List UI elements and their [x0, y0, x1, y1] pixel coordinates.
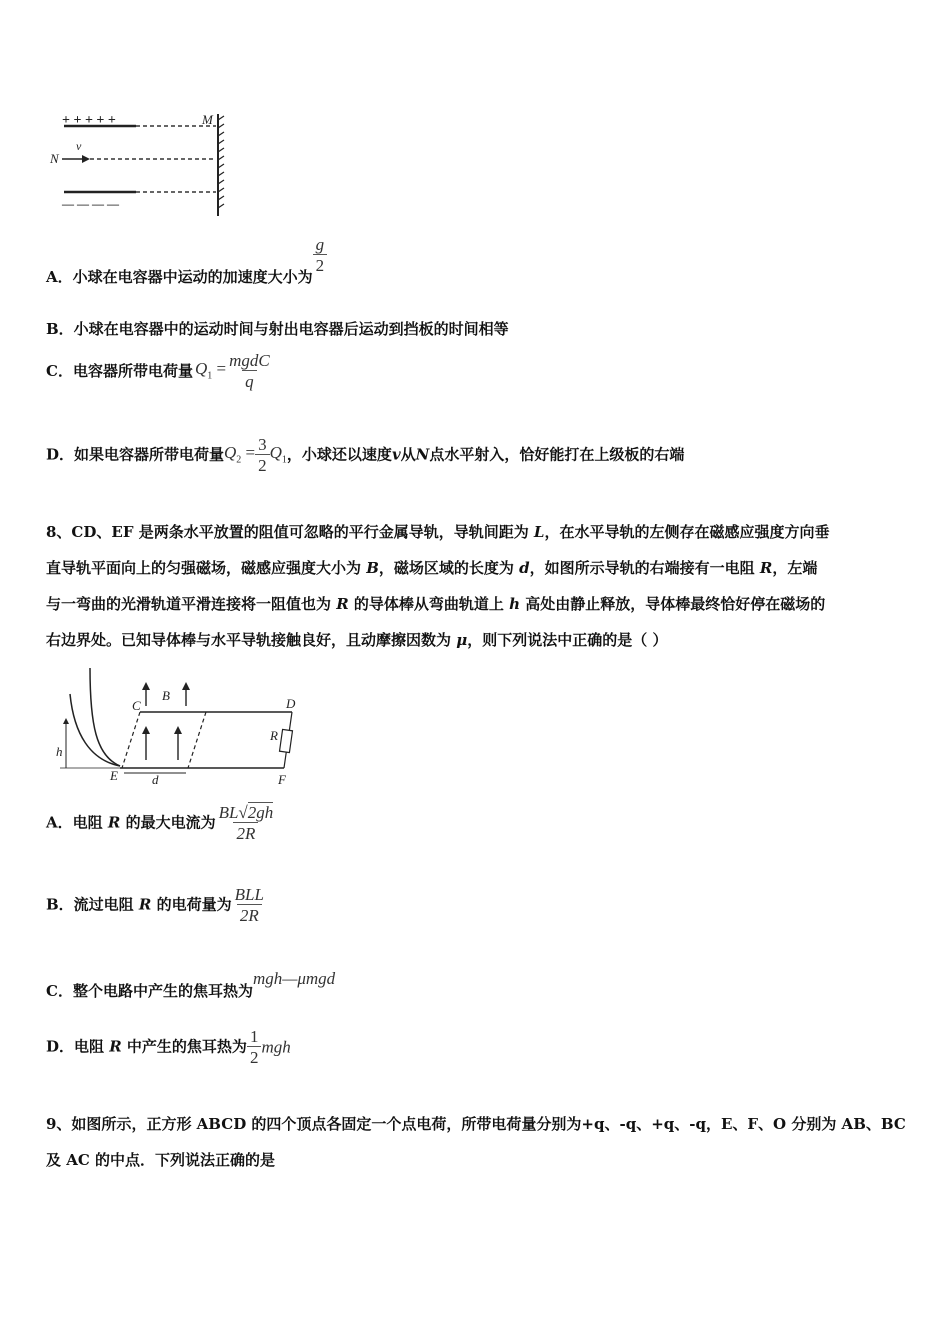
q7-a-text: A．小球在电容器中运动的加速度大小为: [46, 268, 313, 286]
q9-question: [46, 1106, 906, 1178]
fig-label-d: d: [152, 772, 159, 786]
negative-charges: — — — —: [62, 197, 119, 211]
q7-option-b: B．小球在电容器中的运动时间与射出电容器后运动到挡板的时间相等: [46, 320, 509, 338]
q9-line-2: 及 AC 的中点．下列说法正确的是: [46, 1151, 276, 1169]
q8-line-4: 右边界处。已知导体棒与水平导轨接触良好，且动摩擦因数为 μ，则下列说法中正确的是（ ）: [46, 631, 668, 649]
q9-line-1: 9、如图所示，正方形 ABCD 的四个顶点各固定一个点电荷，所带电荷量分别为+q、-q、+q、-q，E、F、O 分别为 AB、BC: [46, 1115, 906, 1133]
fig-label-C: C: [132, 698, 141, 713]
fig-label-B: B: [162, 688, 170, 703]
label-v: v: [76, 139, 82, 153]
q7-option-c: C．电容器所带电荷量 $Q_1$ = $\frac{\text{mgdC}}{q}$: [46, 352, 273, 390]
q8-b-fraction: $\frac{\text{BLL}}{2R}$: [234, 885, 264, 925]
fig-label-E: E: [110, 768, 118, 783]
rail-figure: [56, 664, 306, 786]
q8-option-a: A．电阻 R 的最大电流为 $\frac{BL√2gh}{2R}$: [46, 804, 276, 842]
q8-line-3: 与一弯曲的光滑轨道平滑连接将一阻值也为 R 的导体棒从弯曲轨道上 h 高处由静止释放，导体棒最终恰好停在磁场的: [46, 595, 826, 613]
fig-label-R: R: [270, 728, 278, 743]
q8-a-fraction: $\frac{BL√2gh}{2R}$: [218, 803, 274, 843]
q8-line-2: 直导轨平面向上的匀强磁场，磁感应强度大小为 B，磁场区域的长度为 d，如图所示导轨的右端接有一电阻 R，左端: [46, 559, 818, 577]
q7-a-fraction: $\frac{g}{2}$: [313, 236, 328, 274]
fig-label-D: D: [286, 696, 296, 711]
fig-label-F: F: [278, 772, 286, 786]
q8-option-c: C．整个电路中产生的焦耳热为mgh—μmgd: [46, 969, 336, 1000]
q7-option-a: [46, 236, 327, 285]
positive-charges: + + + + +: [62, 113, 116, 128]
label-N: N: [50, 151, 59, 166]
fig-label-h: h: [56, 744, 63, 759]
q8-option-b: B．流过电阻 R 的电荷量为 $\frac{\text{BLL}}{2R}$: [46, 886, 267, 924]
q7-option-d: D．如果电容器所带电荷量$Q_2$ = $\frac{3}{2}$ $Q_1$，小球还以速度v从N点水平射入，恰好能打在上级板的右端: [46, 435, 685, 475]
capacitor-figure: [48, 108, 238, 220]
q8-option-d: D．电阻 R 中产生的焦耳热为 $\frac{1}{2}$ mgh: [46, 1027, 291, 1067]
q8-c-expression: mgh—μmgd: [252, 969, 336, 988]
q8-d-fraction: $\frac{1}{2}$: [247, 1028, 262, 1066]
q8-line-1: 8、CD、EF 是两条水平放置的阻值可忽略的平行金属导轨，导轨间距为 L，在水平导轨的左侧存在磁感应强度方向垂: [46, 523, 830, 541]
q7-d-fraction: $\frac{3}{2}$: [255, 436, 270, 474]
label-M: M: [202, 112, 213, 127]
q7-c-fraction: $\frac{\text{mgdC}}{q}$: [229, 351, 270, 391]
q8-question: [46, 514, 906, 658]
